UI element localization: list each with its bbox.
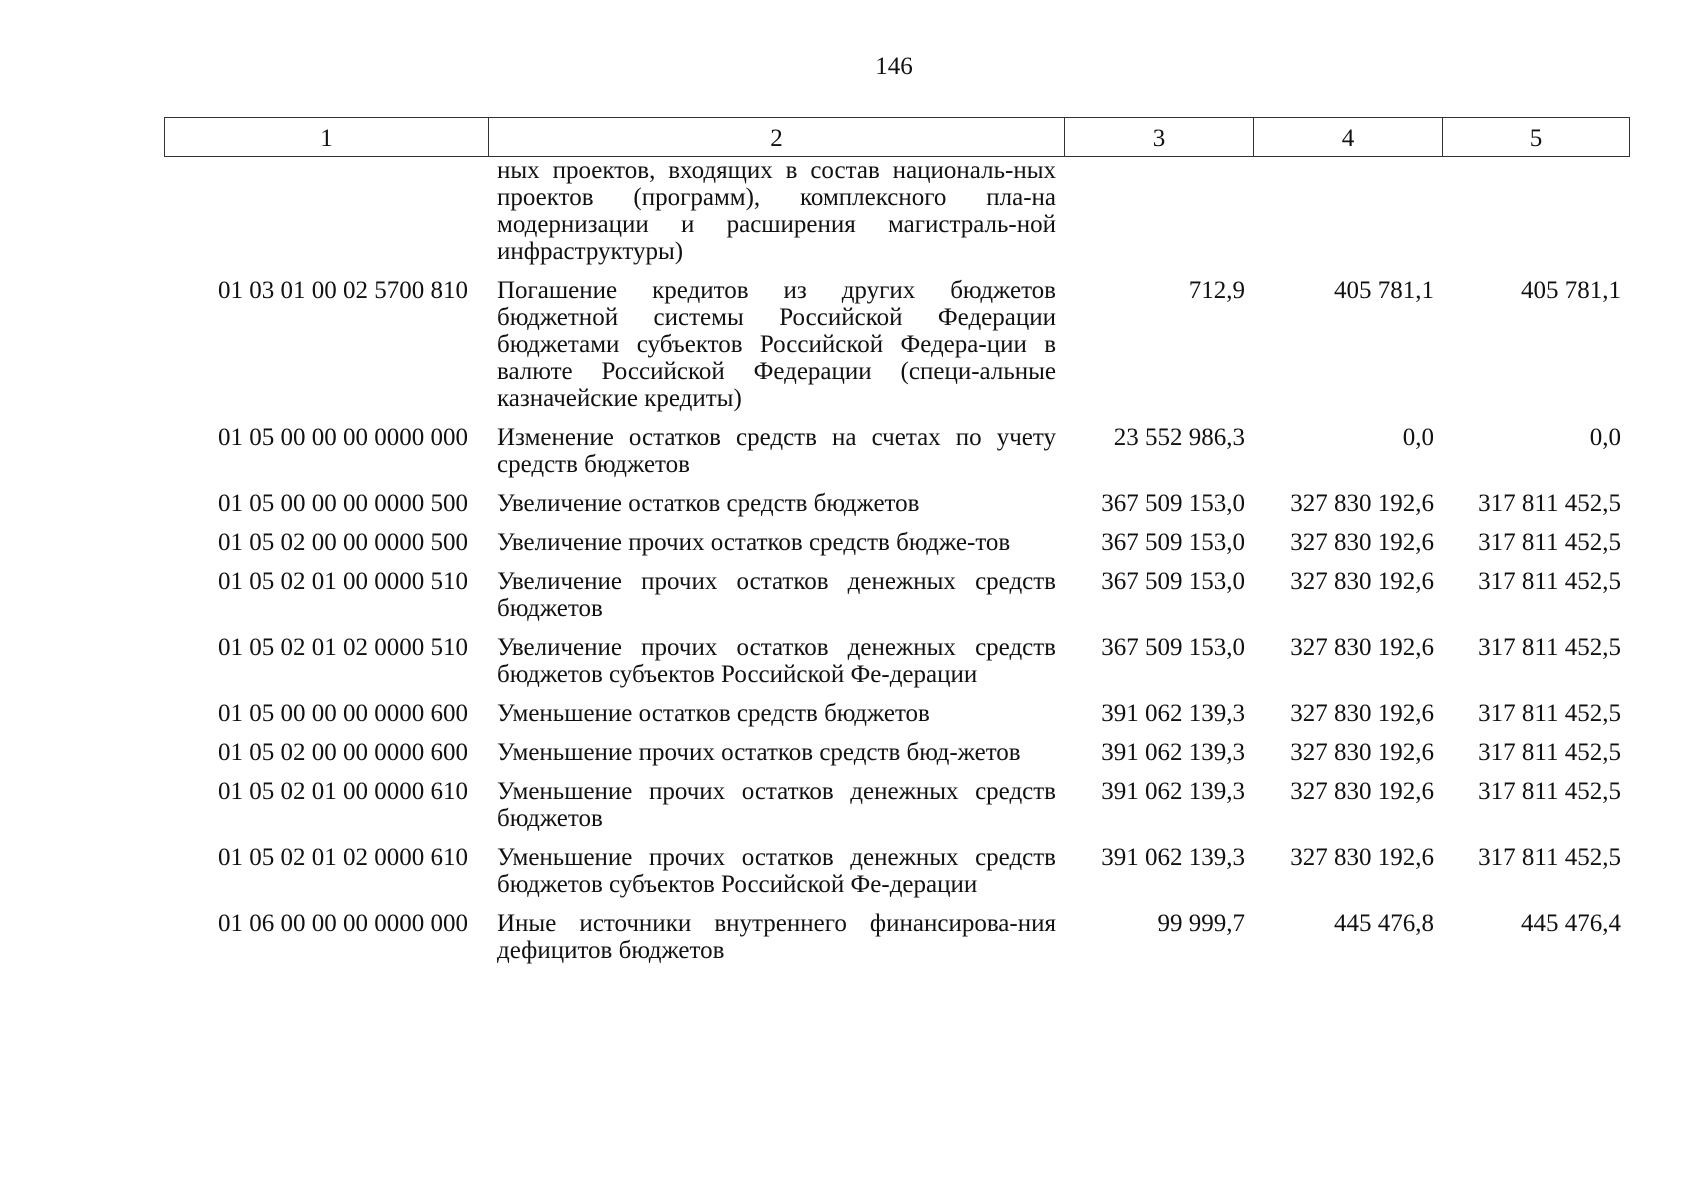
row-code: 01 05 00 00 00 0000 600 (218, 700, 468, 727)
row-value-col5 (1442, 157, 1629, 277)
row-description: Уменьшение остатков средств бюджетов (497, 700, 930, 727)
row-value-col4: 327 830 192,6 (1290, 778, 1434, 805)
header-col-5: 5 (1443, 118, 1630, 157)
page-number: 146 (875, 53, 913, 80)
row-value-col4: 327 830 192,6 (1290, 739, 1434, 766)
row-value-col3: 367 509 153,0 (1101, 490, 1245, 517)
row-value-col3: 99 999,7 (1157, 910, 1245, 937)
row-description: Увеличение прочих остатков денежных средств бюджетов (497, 568, 1056, 622)
row-value-col5: 317 811 452,5 (1478, 568, 1621, 595)
row-code: 01 05 02 01 00 0000 610 (218, 778, 468, 805)
row-value-col4: 405 781,1 (1334, 277, 1434, 304)
table-row (164, 700, 1629, 739)
row-value-col4: 0,0 (1402, 424, 1434, 451)
row-description: ных проектов, входящих в состав националь-ных проектов (программ), комплексного пла-на модернизации и расширения магистраль-ной инфраструктуры) (497, 157, 1056, 265)
row-description: Уменьшение прочих остатков денежных средств бюджетов субъектов Российской Фе-дерации (497, 844, 1056, 898)
row-value-col5: 445 476,4 (1521, 910, 1621, 937)
table-row (164, 490, 1629, 529)
row-value-col5: 317 811 452,5 (1478, 700, 1621, 727)
row-value-col5: 317 811 452,5 (1478, 634, 1621, 661)
row-value-col5: 317 811 452,5 (1478, 529, 1621, 556)
row-description: Увеличение прочих остатков средств бюдже-тов (497, 529, 1011, 556)
row-value-col3: 367 509 153,0 (1101, 634, 1245, 661)
row-value-col4: 327 830 192,6 (1290, 844, 1434, 871)
row-code (164, 157, 488, 277)
row-description: Изменение остатков средств на счетах по учету средств бюджетов (497, 424, 1056, 478)
row-code: 01 06 00 00 00 0000 000 (218, 910, 468, 937)
header-col-1: 1 (165, 118, 489, 157)
row-value-col3: 391 062 139,3 (1101, 700, 1245, 727)
row-code: 01 05 02 01 02 0000 510 (218, 634, 468, 661)
row-value-col3: 391 062 139,3 (1101, 739, 1245, 766)
row-code: 01 03 01 00 02 5700 810 (218, 277, 468, 304)
table-row (164, 739, 1629, 778)
row-value-col4: 327 830 192,6 (1290, 634, 1434, 661)
table-row (164, 910, 1629, 976)
row-description: Иные источники внутреннего финансирова-ния дефицитов бюджетов (497, 910, 1056, 964)
row-code: 01 05 02 01 02 0000 610 (218, 844, 468, 871)
row-code: 01 05 00 00 00 0000 500 (218, 490, 468, 517)
row-value-col3 (1064, 157, 1253, 277)
row-value-col3: 712,9 (1188, 277, 1245, 304)
row-code: 01 05 02 00 00 0000 600 (218, 739, 468, 766)
row-value-col3: 23 552 986,3 (1113, 424, 1245, 451)
row-code: 01 05 02 00 00 0000 500 (218, 529, 468, 556)
row-code: 01 05 02 01 00 0000 510 (218, 568, 468, 595)
header-row (165, 118, 1630, 157)
row-value-col5: 317 811 452,5 (1478, 739, 1621, 766)
row-value-col3: 391 062 139,3 (1101, 778, 1245, 805)
row-value-col4 (1253, 157, 1442, 277)
row-value-col4: 327 830 192,6 (1290, 490, 1434, 517)
budget-sources-table (164, 157, 1629, 976)
row-description: Уменьшение прочих остатков средств бюд-жетов (497, 739, 1021, 766)
table-row (164, 529, 1629, 568)
table-row (164, 424, 1629, 490)
header-col-3: 3 (1065, 118, 1254, 157)
header-col-2: 2 (489, 118, 1065, 157)
table-row (164, 568, 1629, 634)
row-value-col4: 327 830 192,6 (1290, 700, 1434, 727)
table-row (164, 634, 1629, 700)
table-header (164, 117, 1630, 157)
table-row (164, 277, 1629, 424)
row-value-col3: 391 062 139,3 (1101, 844, 1245, 871)
row-value-col4: 445 476,8 (1334, 910, 1434, 937)
row-value-col5: 317 811 452,5 (1478, 778, 1621, 805)
row-code: 01 05 00 00 00 0000 000 (218, 424, 468, 451)
row-value-col5: 405 781,1 (1521, 277, 1621, 304)
row-description: Погашение кредитов из других бюджетов бюджетной системы Российской Федерации бюджетами субъектов Российской Федера-ции в валюте Российской Федерации (специ-альные казначейские кредиты) (497, 277, 1056, 412)
table-row (164, 778, 1629, 844)
header-col-4: 4 (1254, 118, 1443, 157)
row-description: Увеличение прочих остатков денежных средств бюджетов субъектов Российской Фе-дерации (497, 634, 1056, 688)
table-row (164, 844, 1629, 910)
row-description: Увеличение остатков средств бюджетов (497, 490, 920, 517)
row-description: Уменьшение прочих остатков денежных средств бюджетов (497, 778, 1056, 832)
row-value-col3: 367 509 153,0 (1101, 568, 1245, 595)
table-body (164, 157, 1629, 976)
table-row (164, 157, 1629, 277)
row-value-col5: 317 811 452,5 (1478, 490, 1621, 517)
row-value-col5: 0,0 (1589, 424, 1621, 451)
row-value-col3: 367 509 153,0 (1101, 529, 1245, 556)
row-value-col4: 327 830 192,6 (1290, 529, 1434, 556)
row-value-col4: 327 830 192,6 (1290, 568, 1434, 595)
row-value-col5: 317 811 452,5 (1478, 844, 1621, 871)
